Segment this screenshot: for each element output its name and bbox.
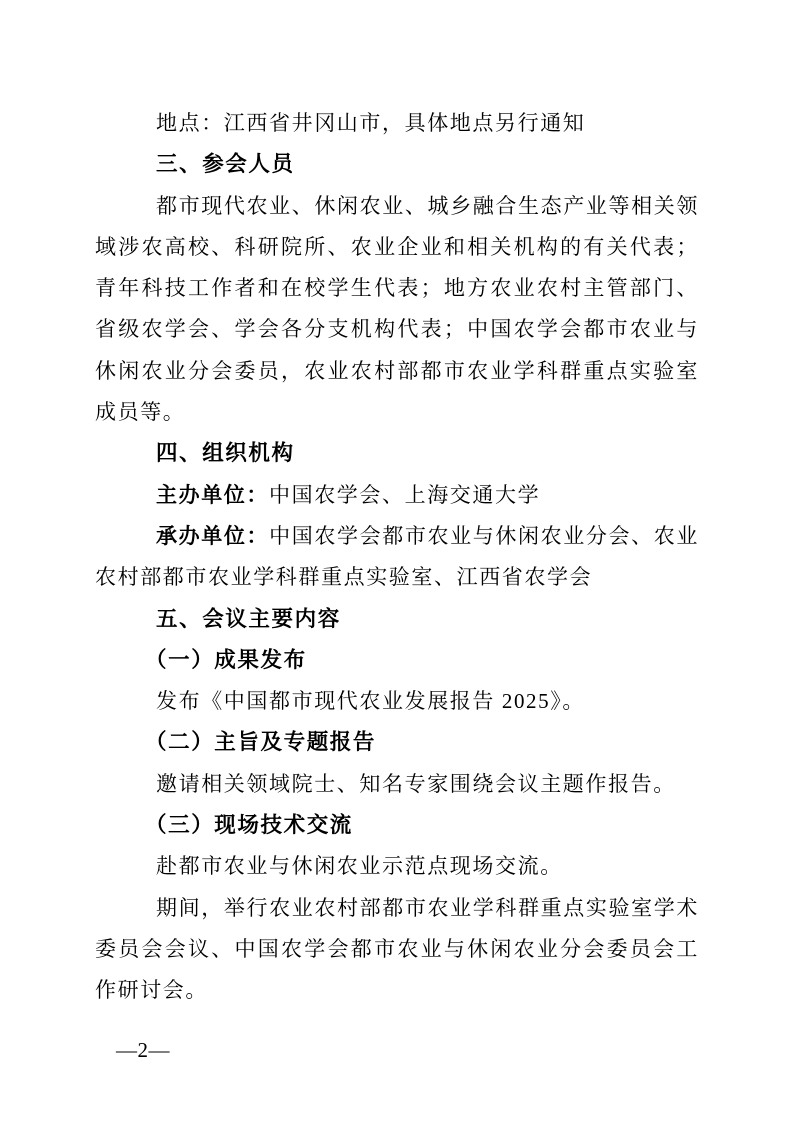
paragraph-concurrent-meetings: 期间，举行农业农村部都市农业学科群重点实验室学术委员会会议、中国农学会都市农业与休闲农业分会委员会工作研讨会。: [95, 895, 699, 1003]
page-number: —2—: [116, 1038, 170, 1062]
paragraph-participants: 都市现代农业、休闲农业、城乡融合生态产业等相关领域涉农高校、科研院所、农业企业和相关机构的有关代表；青年科技工作者和在校学生代表；地方农业农村主管部门、省级农学会、学会各分支机构代表；中国农学会都市农业与休闲农业分会委员，农业农村部都市农业学科群重点实验室成员等。: [95, 193, 699, 425]
subheading-onsite-exchange: （三）现场技术交流: [145, 813, 353, 838]
host-unit-label: 主办单位：: [156, 482, 269, 507]
paragraph-onsite-exchange: 赴都市农业与休闲农业示范点现场交流。: [156, 854, 563, 879]
paragraph-achievement-release: 发布《中国都市现代农业发展报告 2025》。: [156, 689, 585, 714]
subheading-achievement-release: （一）成果发布: [145, 647, 307, 672]
subheading-keynote-reports: （二）主旨及专题报告: [145, 730, 377, 755]
paragraph-organizer-unit: [95, 516, 699, 599]
heading-main-content: 五、会议主要内容: [156, 606, 341, 631]
organizer-unit-label: 承办单位：: [156, 523, 270, 548]
paragraph-location: 地点：江西省井冈山市，具体地点另行通知: [156, 111, 586, 135]
paragraph-keynote-reports: 邀请相关领域院士、知名专家围绕会议主题作报告。: [156, 771, 676, 796]
paragraph-host-unit: [95, 475, 699, 516]
organizer-unit-value: 中国农学会都市农业与休闲农业分会、农业农村部都市农业学科群重点实验室、江西省农学会: [95, 523, 700, 590]
heading-participants: 三、参会人员: [156, 152, 295, 177]
heading-organization: 四、组织机构: [156, 441, 295, 466]
host-unit-value: 中国农学会、上海交通大学: [269, 482, 541, 507]
